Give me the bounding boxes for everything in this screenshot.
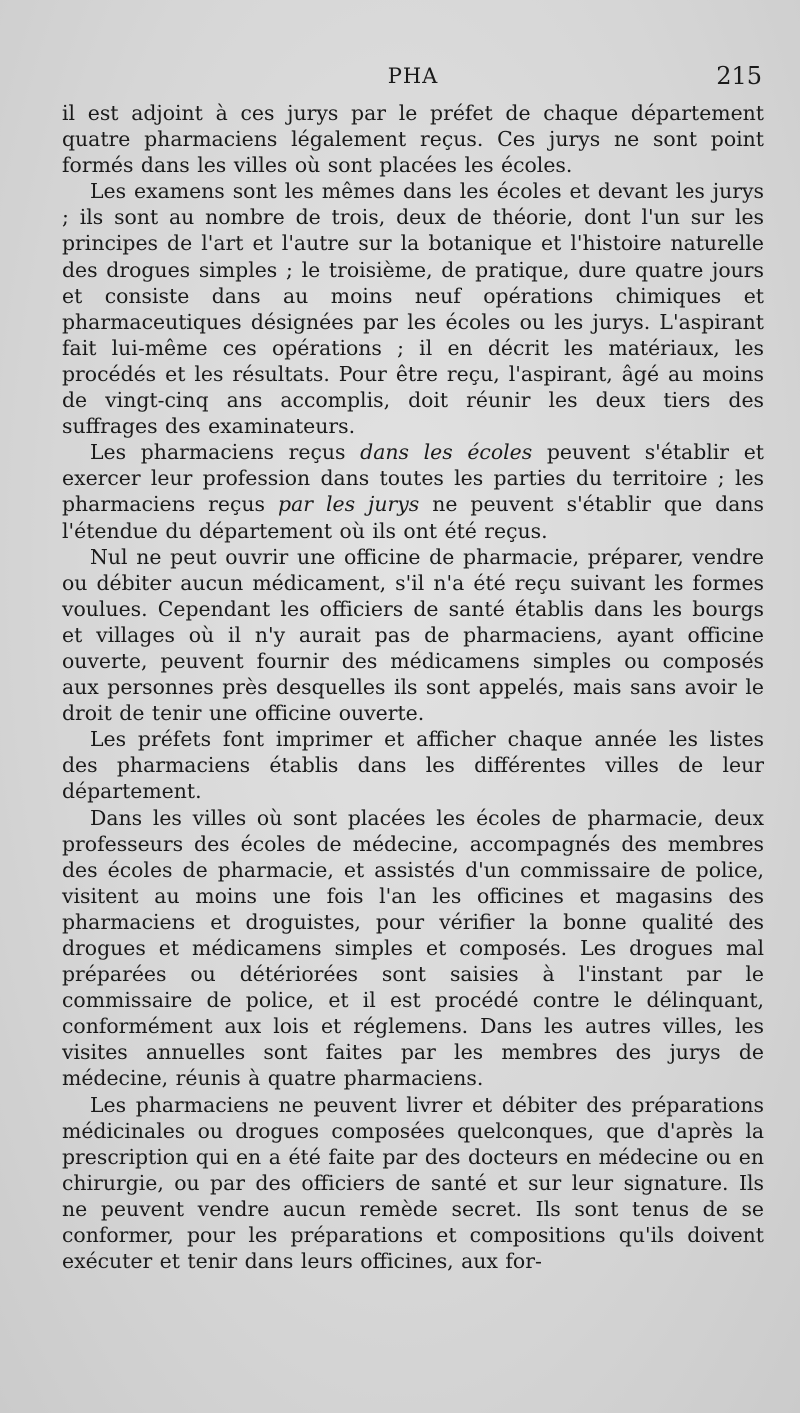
paragraph (62, 1092, 764, 1275)
paragraph (62, 100, 764, 178)
text-run: Les préfets font imprimer et afficher chaque année les listes des pharmaciens établis dans les différentes villes de leur département. (62, 727, 764, 804)
text-run: peuvent s'établir et exercer leur profession dans toutes les parties du territoire ; les pharmaciens reçus (62, 440, 764, 517)
paragraph (62, 439, 764, 543)
paragraph (62, 178, 764, 439)
text-run: il est adjoint à ces jurys par le préfet de chaque département quatre pharmaciens légalement reçus. Ces jurys ne sont point formés dans les villes où sont placées les écoles. (62, 101, 764, 178)
body-text (62, 100, 764, 1274)
running-head (62, 60, 764, 100)
text-run: ne peuvent s'établir que dans l'étendue du département où ils ont été reçus. (62, 492, 764, 543)
paragraph (62, 726, 764, 804)
text-run: Les pharmaciens reçus (90, 440, 361, 465)
page-number: 215 (716, 62, 762, 90)
text-run: Nul ne peut ouvrir une officine de pharmacie, préparer, vendre ou débiter aucun médicament, s'il n'a été reçu suivant les formes voulues. Cependant les officiers de santé établis dans les bourgs et villages où il n'y aurait pas de pharmaciens, ayant officine ouverte, peuvent fournir des médicamens simples ou composés aux personnes près desquelles ils sont appelés, mais sans avoir le droit de tenir une officine ouverte. (62, 544, 764, 726)
italic-text: par les jurys (278, 492, 420, 517)
running-title: PHA (387, 64, 439, 88)
paragraph (62, 805, 764, 1092)
italic-text: dans les écoles (360, 440, 533, 465)
text-run: Les examens sont les mêmes dans les écoles et devant les jurys ; ils sont au nombre de trois, deux de théorie, dont l'un sur les principes de l'art et l'autre sur la botanique et l'histoire naturelle des drogues simples ; le troisième, de pratique, dure quatre jours et consiste dans au moins neuf opérations chimiques et pharmaceutiques désignées par les écoles ou les jurys. L'aspirant fait lui-même ces opérations ; il en décrit les matériaux, les procédés et les résultats. Pour être reçu, l'aspirant, âgé au moins de vingt-cinq ans accomplis, doit réunir les deux tiers des suffrages des examinateurs. (62, 179, 764, 439)
paragraph (62, 544, 764, 727)
text-run: Les pharmaciens ne peuvent livrer et débiter des préparations médicinales ou drogues composées quelconques, que d'après la prescription qui en a été faite par des docteurs en médecine ou en chirurgie, ou par des officiers de santé et sur leur signature. Ils ne peuvent vendre aucun remède secret. Ils sont tenus de se conformer, pour les préparations et compositions qu'ils doivent exécuter et tenir dans leurs officines, aux for- (62, 1092, 764, 1274)
text-run: Dans les villes où sont placées les écoles de pharmacie, deux professeurs des écoles de médecine, accompagnés des membres des écoles de pharmacie, et assistés d'un commissaire de police, visitent au moins une fois l'an les officines et magasins des pharmaciens et droguistes, pour vérifier la bonne qualité des drogues et médicamens simples et composés. Les drogues mal préparées ou détériorées sont saisies à l'instant par le commissaire de police, et il est procédé contre le délinquant, conformément aux lois et réglemens. Dans les autres villes, les visites annuelles sont faites par les membres des jurys de médecine, réunis à quatre pharmaciens. (62, 805, 764, 1091)
